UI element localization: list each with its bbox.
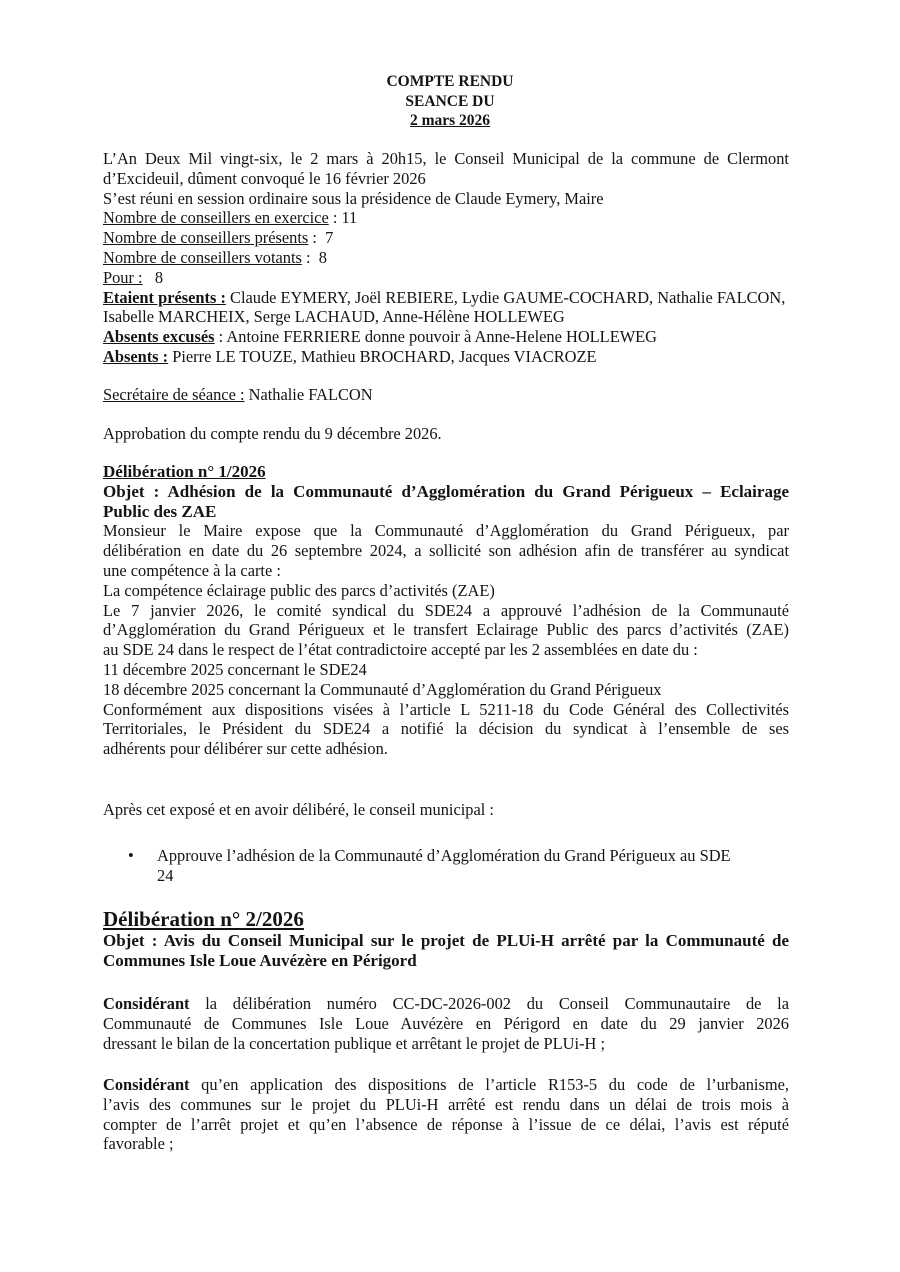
deliberation-1-text-11: Territoriales, le Président du SDE24 a notifié la décision du syndicat à l’ensemble de ses [103, 719, 789, 739]
deliberation-2 [103, 907, 789, 971]
deliberation-1-text-7: au SDE 24 dans le respect de l’état contradictoire accepté par les 2 assemblées en date du : [103, 640, 698, 660]
deliberation-1-text-8: 11 décembre 2025 concernant le SDE24 [103, 659, 367, 679]
deliberation-1-objet: Objet : Adhésion de la Communauté d’Agglomération du Grand Périgueux – Eclairage [103, 481, 789, 501]
secretaire-row: Secrétaire de séance : Nathalie FALCON [103, 385, 373, 404]
bullet-icon: • [128, 846, 134, 865]
absents-row: Absents : Pierre LE TOUZE, Mathieu BROCHARD, Jacques VIACROZE [103, 346, 597, 366]
deliberation-1-text-12: adhérents pour délibérer sur cette adhésion. [103, 739, 388, 759]
intro-line-3: S’est réuni en session ordinaire sous la présidence de Claude Eymery, Maire [103, 188, 604, 208]
document-header [0, 72, 900, 131]
deliberation-2-title: Délibération n° 2/2026 [103, 907, 304, 931]
considerant-1: Considérant la délibération numéro CC-DC-2026-002 du Conseil Communautaire de la Communauté de Communes Isle Loue Auvézère en Périgord en date du 29 janvier 2026 dressant le bilan de la concertation publique et arrêtant le projet de PLUi-H ; [103, 994, 789, 1053]
etaient-presents-row: Etaient présents : Claude EYMERY, Joël REBIERE, Lydie GAUME-COCHARD, Nathalie FALCON, [103, 287, 786, 307]
deliberation-1-text-9: 18 décembre 2025 concernant la Communauté d’Agglomération du Grand Périgueux [103, 679, 662, 699]
intro-line-2: d’Excideuil, dûment convoqué le 16 février 2026 [103, 168, 426, 188]
deliberation-2-objet: Objet : Avis du Conseil Municipal sur le projet de PLUi-H arrêté par la Communauté de [103, 931, 789, 950]
pour-row: Pour : 8 [103, 267, 164, 287]
votants-row: Nombre de conseillers votants : 8 [103, 247, 327, 267]
presents-row: Nombre de conseillers présents : 7 [103, 228, 334, 248]
approbation-line: Approbation du compte rendu du 9 décembre 2026. [103, 424, 442, 443]
deliberation-1-text-10: Conformément aux dispositions visées à l’article L 5211-18 du Code Général des Collectivités [103, 699, 789, 719]
deliberation-1-text-6: d’Agglomération du Grand Périgueux et le transfert Eclairage Public des parcs d’activités (ZAE) [103, 620, 789, 640]
header-subtitle: SEANCE DU [405, 92, 495, 110]
deliberation-1-text-3: une compétence à la carte : [103, 560, 281, 580]
considerant-2: Considérant qu’en application des dispositions de l’article R153-5 du code de l’urbanisme, l’avis des communes sur le projet du PLUi-H arrêté est rendu dans un délai de trois mois à compter de l’arrêt projet et qu’en l’absence de réponse à l’issue de ce délai, l’avis est réputé favorable ; [103, 1075, 789, 1154]
absents-excuses-row: Absents excusés : Antoine FERRIERE donne pouvoir à Anne-Helene HOLLEWEG [103, 327, 658, 347]
header-title: COMPTE RENDU [386, 73, 514, 90]
deliberation-1 [103, 462, 789, 759]
deliberation-1-text-5: Le 7 janvier 2026, le comité syndical du SDE24 a approuvé l’adhésion de la Communauté [103, 600, 789, 620]
header-date: 2 mars 2026 [409, 112, 491, 129]
etaient-presents-row-2: Isabelle MARCHEIX, Serge LACHAUD, Anne-Hélène HOLLEWEG [103, 307, 565, 327]
deliberation-2-objet-2: Communes Isle Loue Auvézère en Périgord [103, 950, 417, 970]
document-page: COMPTE RENDU SEANCE DU 2 mars 2026 L’An Deux Mil vingt-six, le 2 mars à 20h15, le Conseil Municipal de la commune de Clermont d’Excideuil, dûment convoqué le 16 février 2026 S’est réuni en session ordinaire sous la présidence de Claude Eymery, Maire Nombre de conseillers en exercice : 11 Nombre de conseillers présents : 7 Nombre de conseillers votants : 8 Pour : 8 Etaient présents : Claude EYMERY, Joël REBIERE, Lydie GAUME-COCHARD, Nathalie FALCON, Isabelle MARCHEIX, Serge LACHAUD, Anne-Hélène HOLLEWEG Absents excusés : Antoine FERRIERE donne pouvoir à Anne-Helene HOLLEWEG Absents : Pierre LE TOUZE, Mathieu BROCHARD, Jacques VIACROZE Secrétaire de séance : Nathalie FALCON Approbation du compte rendu du 9 décembre 2026. Délibération n° 1/2026 Objet : Adhésion de la Communauté d’Agglomération du Grand Périgueux – Eclairage Public des ZAE Monsieur le Maire expose que la Communauté d’Agglomération du Grand Périgueux, par délibération en date du 26 septembre 2024, a sollicité son adhésion afin de transférer au syndicat une compétence à la carte : La compétence éclairage public des parcs d’activités (ZAE) Le 7 janvier 2026, le comité syndical du SDE24 a approuvé l’adhésion de la Communauté d’Agglomération du Grand Périgueux et le transfert Eclairage Public des parcs d’activités (ZAE) au SDE 24 dans le respect de l’état contradictoire accepté par les 2 assemblées en date du : 11 décembre 2025 concernant le SDE24 18 décembre 2025 concernant la Communauté d’Agglomération du Grand Périgueux Conformément aux dispositions visées à l’article L 5211-18 du Code Général des Collectivités Territoriales, le Président du SDE24 a notifié la décision du syndicat à l’ensemble de ses adhérents pour délibérer sur cette adhésion. Après cet exposé et en avoir délibéré, le conseil municipal : • Approuve l’adhésion de la Communauté d’Agglomération du Grand Périgueux au SDE 24 Délibération n° 2/2026 Objet : Avis du Conseil Municipal sur le projet de PLUi-H arrêté par la Communauté de Communes Isle Loue Auvézère en Périgord Considérant la délibération numéro CC-DC-2026-002 du Conseil Communautaire de la Communauté de Communes Isle Loue Auvézère en Périgord en date du 29 janvier 2026 dressant le bilan de la concertation publique et arrêtant le projet de PLUi-H ; Considérant qu’en application des dispositions de l’article R153-5 du code de l’urbanisme, l’avis des communes sur le projet du PLUi-H arrêté est rendu dans un délai de trois mois à compter de l’arrêt projet et qu’en l’absence de réponse à l’issue de ce délai, l’avis est réputé favorable ; [0, 0, 900, 1272]
exercice-row: Nombre de conseillers en exercice : 11 [103, 208, 358, 228]
deliberation-1-text-2: délibération en date du 26 septembre 2024, a sollicité son adhésion afin de transférer au syndicat [103, 541, 789, 561]
deliberation-1-text-1: Monsieur le Maire expose que la Communauté d’Agglomération du Grand Périgueux, par [103, 521, 789, 541]
deliberation-1-title: Délibération n° 1/2026 [103, 462, 266, 481]
deliberation-1-text-4: La compétence éclairage public des parcs d’activités (ZAE) [103, 580, 495, 600]
intro-line-1: L’An Deux Mil vingt-six, le 2 mars à 20h15, le Conseil Municipal de la commune de Clermont [103, 149, 789, 168]
intro-section [103, 149, 789, 367]
deliberation-1-apres: Après cet exposé et en avoir délibéré, le conseil municipal : [103, 800, 494, 819]
deliberation-1-objet-2: Public des ZAE [103, 501, 217, 521]
